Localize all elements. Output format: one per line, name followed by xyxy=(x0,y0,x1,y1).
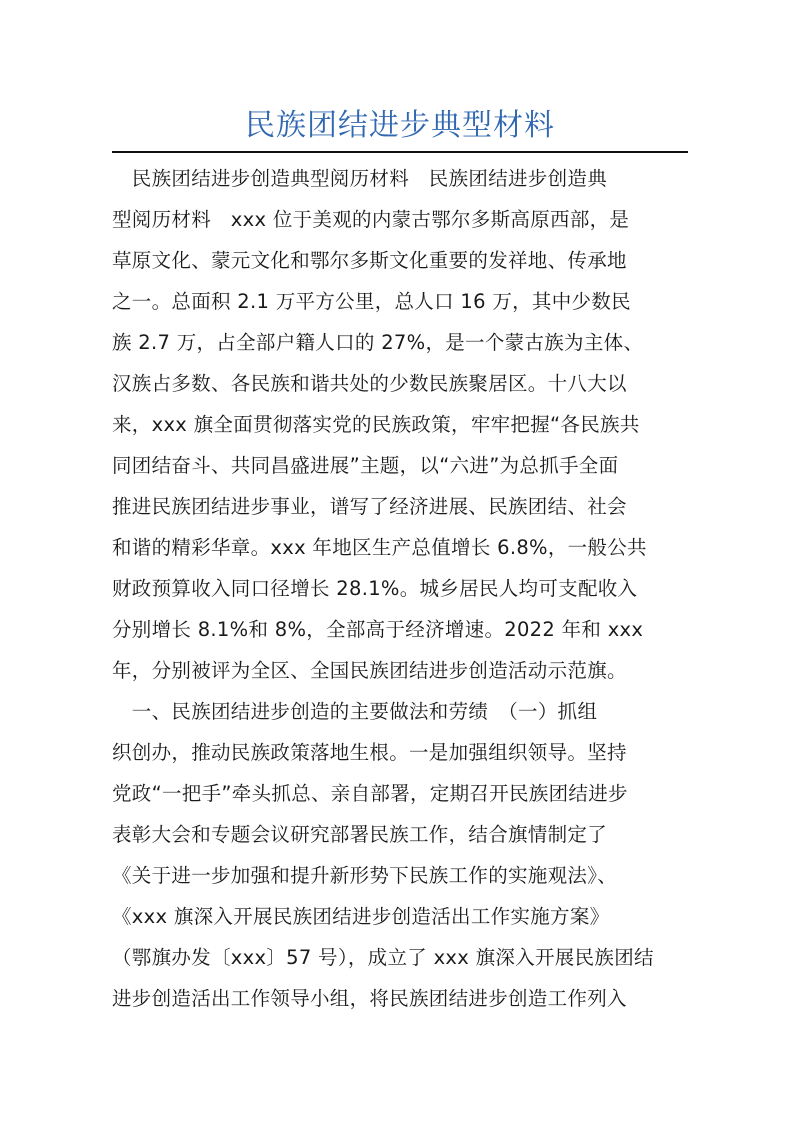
document-title: 民族团结进步典型材料 xyxy=(245,108,555,143)
body-line: （鄂旗办发〔xxx〕57 号），成立了 xxx 旗深入开展民族团结 xyxy=(112,946,654,969)
body-line: 党政“一把手”牵头抓总、亲自部署，定期召开民族团结进步 xyxy=(112,782,628,805)
body-line: 型阅历材料 xxx 位于美观的内蒙古鄂尔多斯高原西部，是 xyxy=(112,208,630,231)
title-divider xyxy=(112,151,688,153)
body-line: 族 2.7 万，占全部户籍人口的 27%，是一个蒙古族为主体、 xyxy=(112,331,644,354)
body-line: 推进民族团结进步事业，谱写了经济进展、民族团结、社会 xyxy=(112,495,627,518)
body-line: 财政预算收入同口径增长 28.1%。城乡居民人均可支配收入 xyxy=(112,577,638,600)
body-line: 和谐的精彩华章。xxx 年地区生产总值增长 6.8%，一般公共 xyxy=(112,536,647,559)
body-line: 分别增长 8.1%和 8%，全部高于经济增速。2022 年和 xxx xyxy=(112,618,644,641)
body-line: 进步创造活出工作领导小组，将民族团结进步创造工作列入 xyxy=(112,987,627,1010)
body-line: 年，分别被评为全区、全国民族团结进步创造活动示范旗。 xyxy=(112,659,627,682)
body-line: 汉族占多数、各民族和谐共处的少数民族聚居区。十八大以 xyxy=(112,372,627,395)
body-line: 一、民族团结进步创造的主要做法和劳绩 （一）抓组 xyxy=(112,700,598,723)
body-line: 《关于进一步加强和提升新形势下民族工作的实施观法》、 xyxy=(112,864,618,887)
body-line: 《xxx 旗深入开展民族团结进步创造活出工作实施方案》 xyxy=(112,905,610,928)
body-line: 民族团结进步创造典型阅历材料 民族团结进步创造典 xyxy=(112,167,608,190)
body-line: 之一。总面积 2.1 万平方公里，总人口 16 万，其中少数民 xyxy=(112,290,631,313)
document-body xyxy=(112,158,688,1019)
body-line: 织创办，推动民族政策落地生根。一是加强组织领导。坚持 xyxy=(112,741,627,764)
body-line: 来，xxx 旗全面贯彻落实党的民族政策，牢牢把握“各民族共 xyxy=(112,413,640,436)
body-line: 表彰大会和专题会议研究部署民族工作，结合旗情制定了 xyxy=(112,823,608,846)
body-line: 草原文化、蒙元文化和鄂尔多斯文化重要的发祥地、传承地 xyxy=(112,249,627,272)
body-line: 同团结奋斗、共同昌盛进展”主题，以“六进”为总抓手全面 xyxy=(112,454,619,477)
